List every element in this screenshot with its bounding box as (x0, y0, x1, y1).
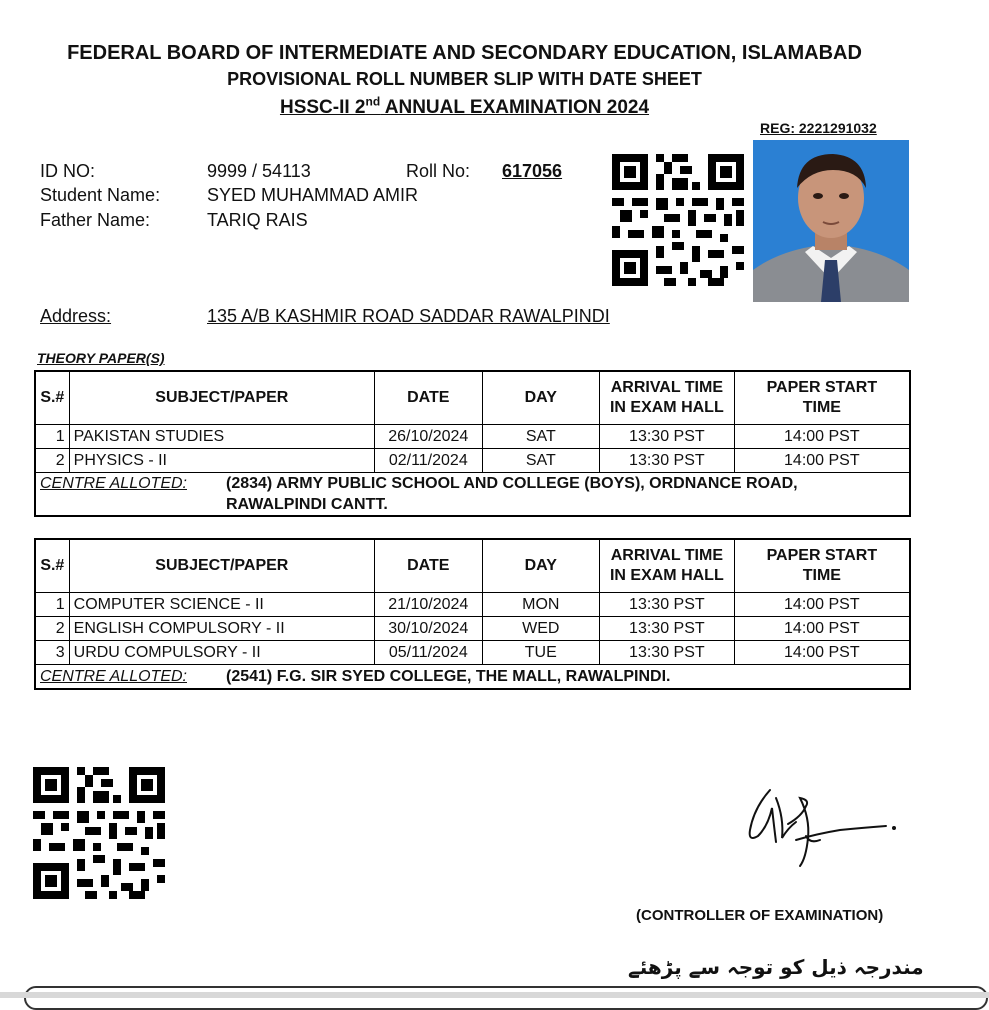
board-title: FEDERAL BOARD OF INTERMEDIATE AND SECONDARY EDUCATION, ISLAMABAD (67, 42, 862, 64)
row-sn: 1 (35, 425, 69, 449)
table-row (35, 641, 910, 665)
theory-papers-label: THEORY PAPER(S) (37, 350, 165, 366)
col-arrival (600, 539, 735, 593)
father-name-value: TARIQ RAIS (207, 210, 308, 230)
centre-cell (35, 473, 910, 517)
student-photo (753, 140, 909, 302)
row-start: 14:00 PST (734, 449, 910, 473)
row-arrival: 13:30 PST (600, 425, 735, 449)
row-day: TUE (482, 641, 600, 665)
col-subject: SUBJECT/PAPER (69, 539, 374, 593)
row-arrival: 13:30 PST (600, 449, 735, 473)
exam-title-sup: nd (365, 95, 381, 109)
table-row (35, 593, 910, 617)
row-subject: ENGLISH COMPULSORY - II (69, 617, 374, 641)
col-start-line1: PAPER START (766, 379, 878, 396)
table-row (35, 425, 910, 449)
centre-row (35, 473, 910, 517)
col-start-line2: TIME (802, 567, 841, 584)
exam-title-suffix: ANNUAL EXAMINATION 2024 (380, 97, 650, 119)
col-arrival-line2: IN EXAM HALL (609, 399, 724, 416)
centre-cell (35, 665, 910, 690)
col-start (734, 371, 910, 425)
schedule-table-2 (34, 538, 911, 690)
row-day: SAT (482, 425, 600, 449)
col-subject: SUBJECT/PAPER (69, 371, 374, 425)
row-day: MON (482, 593, 600, 617)
bottom-border (24, 986, 988, 1010)
centre-value: (2834) ARMY PUBLIC SCHOOL AND COLLEGE (BOYS), ORDNANCE ROAD, RAWALPINDI CANTT. (226, 475, 798, 513)
row-date: 21/10/2024 (375, 593, 482, 617)
row-start: 14:00 PST (734, 617, 910, 641)
col-start (734, 539, 910, 593)
id-value: 9999 / 54113 (207, 161, 311, 181)
row-date: 30/10/2024 (375, 617, 482, 641)
table-row (35, 449, 910, 473)
schedule-table-1 (34, 370, 911, 517)
col-sn: S.# (35, 539, 69, 593)
student-name-value: SYED MUHAMMAD AMIR (207, 185, 419, 205)
exam-title-prefix: HSSC-II 2 (279, 97, 366, 119)
col-arrival-line2: IN EXAM HALL (609, 567, 724, 584)
centre-label: CENTRE ALLOTED: (40, 475, 187, 492)
col-arrival-line1: ARRIVAL TIME (610, 379, 723, 396)
col-day: DAY (482, 539, 600, 593)
urdu-note: مندرجہ ذیل کو توجہ سے پڑھئے (628, 955, 924, 979)
row-arrival: 13:30 PST (600, 617, 735, 641)
qr-code-icon (612, 154, 744, 286)
registration-number: REG: 2221291032 (760, 120, 877, 136)
student-name-label: Student Name: (40, 185, 161, 205)
table-header-row (35, 539, 910, 593)
signature-icon (740, 778, 900, 878)
row-date: 02/11/2024 (375, 449, 482, 473)
row-subject: PHYSICS - II (69, 449, 374, 473)
roll-value: 617056 (502, 161, 563, 181)
row-start: 14:00 PST (734, 425, 910, 449)
slip-title: PROVISIONAL ROLL NUMBER SLIP WITH DATE SHEET (227, 69, 702, 89)
col-start-line2: TIME (802, 399, 841, 416)
address-label: Address: (40, 306, 112, 326)
table-row (35, 617, 910, 641)
scrollbar-track[interactable] (0, 992, 989, 998)
id-label: ID NO: (40, 161, 96, 181)
row-sn: 3 (35, 641, 69, 665)
col-day: DAY (482, 371, 600, 425)
qr-code-bottom-icon (33, 767, 165, 899)
exam-title (0, 95, 929, 119)
centre-row (35, 665, 910, 690)
col-sn: S.# (35, 371, 69, 425)
row-start: 14:00 PST (734, 593, 910, 617)
col-start-line1: PAPER START (766, 547, 878, 564)
address-value: 135 A/B KASHMIR ROAD SADDAR RAWALPINDI (207, 306, 610, 326)
row-subject: COMPUTER SCIENCE - II (69, 593, 374, 617)
row-sn: 2 (35, 449, 69, 473)
row-subject: PAKISTAN STUDIES (69, 425, 374, 449)
col-arrival (600, 371, 735, 425)
row-date: 05/11/2024 (375, 641, 482, 665)
row-sn: 1 (35, 593, 69, 617)
centre-label: CENTRE ALLOTED: (40, 668, 187, 685)
col-arrival-line1: ARRIVAL TIME (610, 547, 723, 564)
row-arrival: 13:30 PST (600, 641, 735, 665)
row-day: SAT (482, 449, 600, 473)
row-day: WED (482, 617, 600, 641)
table-header-row (35, 371, 910, 425)
row-subject: URDU COMPULSORY - II (69, 641, 374, 665)
col-date: DATE (375, 539, 482, 593)
row-start: 14:00 PST (734, 641, 910, 665)
col-date: DATE (375, 371, 482, 425)
father-name-label: Father Name: (40, 210, 151, 230)
controller-label: (CONTROLLER OF EXAMINATION) (636, 907, 884, 924)
centre-value: (2541) F.G. SIR SYED COLLEGE, THE MALL, RAWALPINDI. (226, 668, 671, 685)
row-date: 26/10/2024 (375, 425, 482, 449)
row-sn: 2 (35, 617, 69, 641)
row-arrival: 13:30 PST (600, 593, 735, 617)
roll-label: Roll No: (406, 161, 471, 181)
